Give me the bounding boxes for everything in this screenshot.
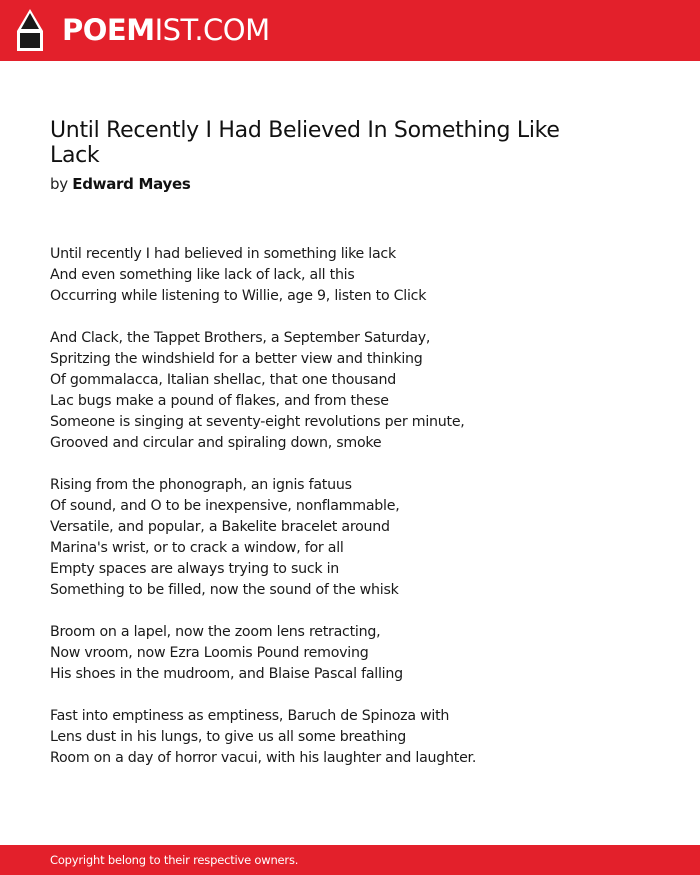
poem-line: Until recently I had believed in something like lack bbox=[50, 246, 396, 262]
poem-line: Grooved and circular and spiraling down, smoke bbox=[50, 435, 382, 451]
site-logo[interactable] bbox=[62, 12, 270, 48]
poem-line: Marina's wrist, or to crack a window, for all bbox=[50, 540, 344, 556]
site-header bbox=[0, 0, 700, 61]
poem-line: And even something like lack of lack, all this bbox=[50, 267, 355, 283]
copyright-text: Copyright belong to their respective owners. bbox=[50, 853, 299, 867]
author-name: Edward Mayes bbox=[72, 175, 191, 193]
poem-line: His shoes in the mudroom, and Blaise Pascal falling bbox=[50, 666, 403, 682]
poem-line: Lens dust in his lungs, to give us all some breathing bbox=[50, 729, 406, 745]
poem-body bbox=[50, 244, 650, 790]
site-footer bbox=[0, 845, 700, 875]
poem-line: Empty spaces are always trying to suck in bbox=[50, 561, 340, 577]
poem-line: Fast into emptiness as emptiness, Baruch de Spinoza with bbox=[50, 708, 450, 724]
poem-line: Of gommalacca, Italian shellac, that one thousand bbox=[50, 372, 396, 388]
poem-line: Lac bugs make a pound of flakes, and from these bbox=[50, 393, 389, 409]
stanza bbox=[50, 622, 650, 685]
poem-line: Room on a day of horror vacui, with his laughter and laughter. bbox=[50, 750, 477, 766]
stanza bbox=[50, 475, 650, 601]
poem-line: Someone is singing at seventy-eight revolutions per minute, bbox=[50, 414, 465, 430]
poem-line: Spritzing the windshield for a better view and thinking bbox=[50, 351, 423, 367]
poem-line: Occurring while listening to Willie, age 9, listen to Click bbox=[50, 288, 427, 304]
logo-bold-text: POEM bbox=[62, 13, 155, 47]
stanza bbox=[50, 328, 650, 454]
pencil-tip-icon[interactable] bbox=[17, 9, 43, 51]
poem-line: Now vroom, now Ezra Loomis Pound removing bbox=[50, 645, 369, 661]
poem-line: Broom on a lapel, now the zoom lens retracting, bbox=[50, 624, 381, 640]
poem-line: And Clack, the Tappet Brothers, a September Saturday, bbox=[50, 330, 431, 346]
poem-title: Until Recently I Had Believed In Something Like Lack bbox=[50, 118, 560, 168]
stanza bbox=[50, 244, 650, 307]
byline bbox=[50, 174, 190, 194]
poem-line: Something to be filled, now the sound of the whisk bbox=[50, 582, 399, 598]
logo-light-text: IST.COM bbox=[154, 13, 270, 47]
stanza bbox=[50, 706, 650, 769]
by-label: by bbox=[50, 175, 68, 193]
poem-line: Of sound, and O to be inexpensive, nonflammable, bbox=[50, 498, 400, 514]
poem-line: Versatile, and popular, a Bakelite bracelet around bbox=[50, 519, 390, 535]
poem-line: Rising from the phonograph, an ignis fatuus bbox=[50, 477, 352, 493]
